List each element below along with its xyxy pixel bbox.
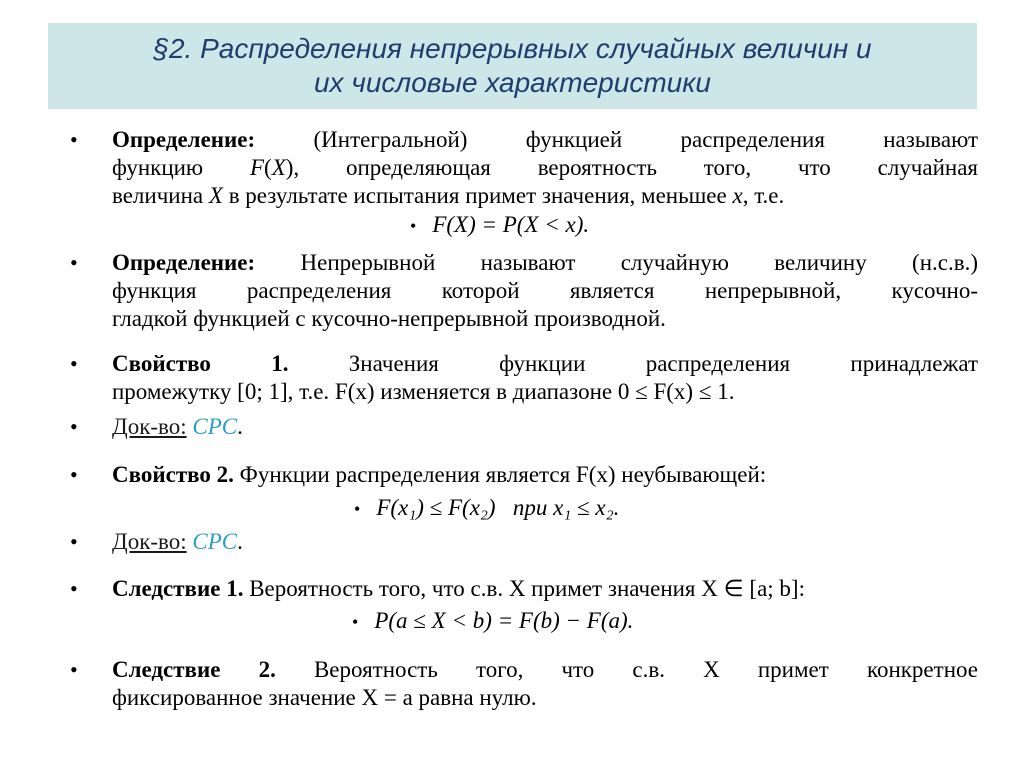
crs-reference: СРС (192, 414, 238, 439)
bullet: • (70, 250, 78, 275)
bullet: • (70, 127, 78, 152)
formula-monotonic: • F(x₁) ≤ F(x₂) при x₁ ≤ x₂. (354, 495, 620, 520)
corollary-1: Следствие 1. Вероятность того, что с.в. X примет значения X ∈ [a; b]: (112, 576, 805, 601)
formula-interval-probability: • P(a ≤ X < b) = F(b) − F(a). (352, 608, 634, 633)
definition-1-line-2: функцию F(X), определяющая вероятность того, что случайная (112, 155, 978, 180)
property-1 (112, 350, 978, 406)
crs-reference: СРС (192, 529, 238, 554)
definition-1-line-1: Определение: (Интегральной) функцией распределения называют (112, 127, 978, 152)
definition-1 (112, 126, 978, 210)
definition-label: Определение: (112, 127, 256, 152)
corollary-2-line-1: Следствие 2. Вероятность того, что с.в. X примет конкретное (112, 657, 978, 682)
proof-2: Док-во: СРС. (112, 529, 243, 554)
formula-distribution-function: • F(X) = P(X < x). (410, 212, 590, 237)
bullet: • (70, 462, 78, 487)
bullet: • (70, 414, 78, 439)
corollary-2-line-2: фиксированное значение X = a равна нулю. (112, 685, 537, 710)
corollary-2 (112, 656, 978, 712)
bullet: • (70, 351, 78, 376)
proof-1: Док-во: СРС. (112, 414, 243, 439)
proof-link[interactable]: Док-во: (112, 529, 187, 554)
proof-link[interactable]: Док-во: (112, 414, 187, 439)
slide-title-line-1: §2. Распределения непрерывных случайных величин и (153, 33, 872, 64)
property-1-line-1: Свойство 1. Значения функции распределения принадлежат (112, 351, 978, 376)
definition-2-line-3: гладкой функцией с кусочно-непрерывной производной. (112, 306, 666, 331)
bullet: • (70, 576, 78, 601)
bullet: • (70, 529, 78, 554)
definition-2 (112, 249, 978, 333)
definition-2-line-1: Определение: Непрерывной называют случайную величину (н.с.в.) (112, 250, 978, 275)
bullet: • (70, 657, 78, 682)
slide-title-line-2: их числовые характеристики (313, 67, 712, 98)
definition-2-line-2: функция распределения которой является непрерывной, кусочно- (112, 278, 978, 303)
definition-1-line-3: величина X в результате испытания примет значения, меньшее x, т.е. (112, 183, 785, 208)
property-1-line-2: промежутку [0; 1], т.е. F(x) изменяется в диапазоне 0 ≤ F(x) ≤ 1. (112, 379, 735, 404)
property-2: Свойство 2. Функции распределения является F(x) неубывающей: (112, 462, 767, 487)
